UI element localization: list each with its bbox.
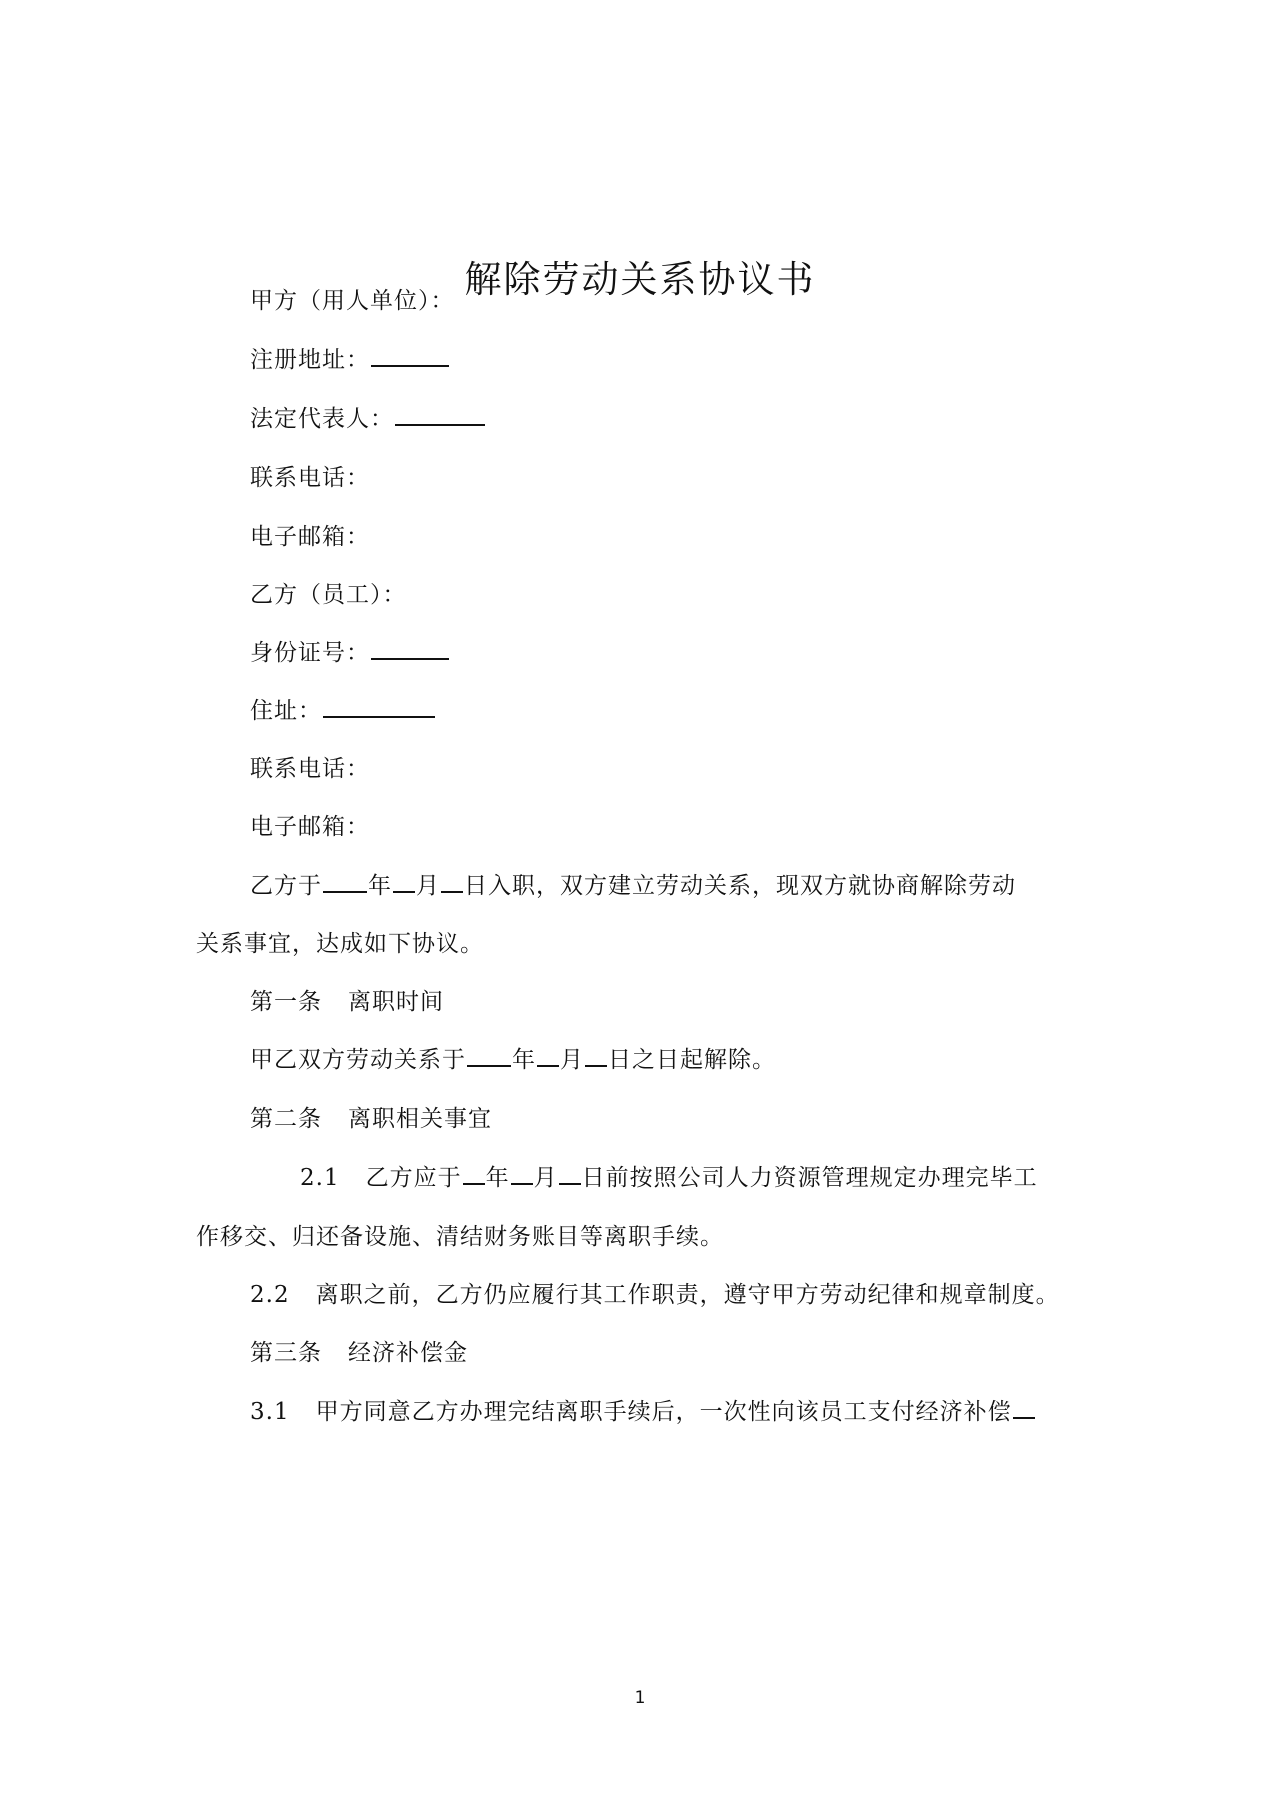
clause-2-1-line2: 作移交、归还备设施、清结财务账目等离职手续。 bbox=[196, 1224, 724, 1250]
party-a-legal-rep-line bbox=[250, 404, 486, 434]
party-a-heading: 甲方（用人单位）： bbox=[250, 288, 455, 314]
party-b-email-label: 电子邮箱： bbox=[250, 814, 370, 840]
article-3-title: 经济补偿金 bbox=[348, 1340, 468, 1366]
party-b-id-line bbox=[250, 638, 450, 668]
party-b-address-label: 住址： bbox=[250, 698, 322, 724]
clause-2-1-text-rest: 日前按照公司人力资源管理规定办理完毕工 bbox=[581, 1165, 1038, 1191]
page-number: 1 bbox=[634, 1688, 646, 1708]
end-day-blank[interactable] bbox=[585, 1045, 607, 1067]
party-a-legal-rep-label: 法定代表人： bbox=[250, 406, 394, 432]
intro-text-rest: 日入职，双方建立劳动关系，现双方就协商解除劳动 bbox=[464, 873, 1016, 899]
clause-3-1-number: 3.1 bbox=[250, 1399, 290, 1425]
document-title: 解除劳动关系协议书 bbox=[464, 258, 816, 301]
article-3-heading bbox=[250, 1338, 468, 1368]
article-1-number: 第一条 bbox=[250, 989, 322, 1015]
intro-paragraph-line1 bbox=[250, 871, 1016, 901]
article-2-title: 离职相关事宜 bbox=[348, 1106, 492, 1132]
clause-2-1-number: 2.1 bbox=[300, 1165, 340, 1191]
article-2-number: 第二条 bbox=[250, 1106, 322, 1132]
start-year-blank[interactable] bbox=[323, 871, 367, 893]
month-label: 月 bbox=[416, 873, 440, 899]
article-1-heading bbox=[250, 987, 444, 1017]
start-month-blank[interactable] bbox=[393, 871, 415, 893]
article-1-text-rest: 日之日起解除。 bbox=[608, 1047, 776, 1073]
clause-3-1-text: 甲方同意乙方办理完结离职手续后，一次性向该员工支付经济补偿 bbox=[315, 1399, 1012, 1425]
party-a-address-line bbox=[250, 345, 450, 375]
year-label: 年 bbox=[368, 873, 392, 899]
intro-paragraph-line2: 关系事宜，达成如下协议。 bbox=[196, 931, 484, 957]
month-label: 月 bbox=[533, 1165, 558, 1191]
clause-2-1-line1 bbox=[300, 1163, 1038, 1193]
month-label: 月 bbox=[560, 1047, 584, 1073]
handover-day-blank[interactable] bbox=[559, 1163, 581, 1185]
party-b-heading: 乙方（员工）： bbox=[250, 582, 407, 608]
clause-2-2-number: 2.2 bbox=[250, 1282, 290, 1308]
clause-2-2-text: 离职之前，乙方仍应履行其工作职责，遵守甲方劳动纪律和规章制度。 bbox=[315, 1282, 1060, 1308]
clause-3-1 bbox=[250, 1397, 1036, 1427]
handover-month-blank[interactable] bbox=[511, 1163, 533, 1185]
end-year-blank[interactable] bbox=[467, 1045, 511, 1067]
end-month-blank[interactable] bbox=[537, 1045, 559, 1067]
party-a-address-blank[interactable] bbox=[371, 345, 449, 367]
party-a-legal-rep-blank[interactable] bbox=[395, 404, 485, 426]
article-1-text-a: 甲乙双方劳动关系于 bbox=[250, 1047, 466, 1073]
year-label: 年 bbox=[512, 1047, 536, 1073]
article-1-text bbox=[250, 1045, 776, 1075]
party-b-address-blank[interactable] bbox=[323, 696, 435, 718]
intro-text: 乙方于 bbox=[250, 873, 322, 899]
article-3-number: 第三条 bbox=[250, 1340, 322, 1366]
party-b-id-label: 身份证号： bbox=[250, 640, 370, 666]
party-a-address-label: 注册地址： bbox=[250, 347, 370, 373]
party-b-address-line bbox=[250, 696, 436, 726]
article-1-title: 离职时间 bbox=[348, 989, 444, 1015]
clause-2-1-text-a: 乙方应于 bbox=[365, 1165, 462, 1191]
compensation-amount-blank[interactable] bbox=[1013, 1397, 1035, 1419]
clause-2-2 bbox=[250, 1280, 1060, 1310]
article-2-heading bbox=[250, 1104, 492, 1134]
start-day-blank[interactable] bbox=[441, 871, 463, 893]
party-a-email-label: 电子邮箱： bbox=[250, 524, 370, 550]
party-b-phone-label: 联系电话： bbox=[250, 756, 370, 782]
handover-year-blank[interactable] bbox=[463, 1163, 485, 1185]
party-b-id-blank[interactable] bbox=[371, 638, 449, 660]
year-label: 年 bbox=[485, 1165, 510, 1191]
party-a-phone-label: 联系电话： bbox=[250, 465, 370, 491]
